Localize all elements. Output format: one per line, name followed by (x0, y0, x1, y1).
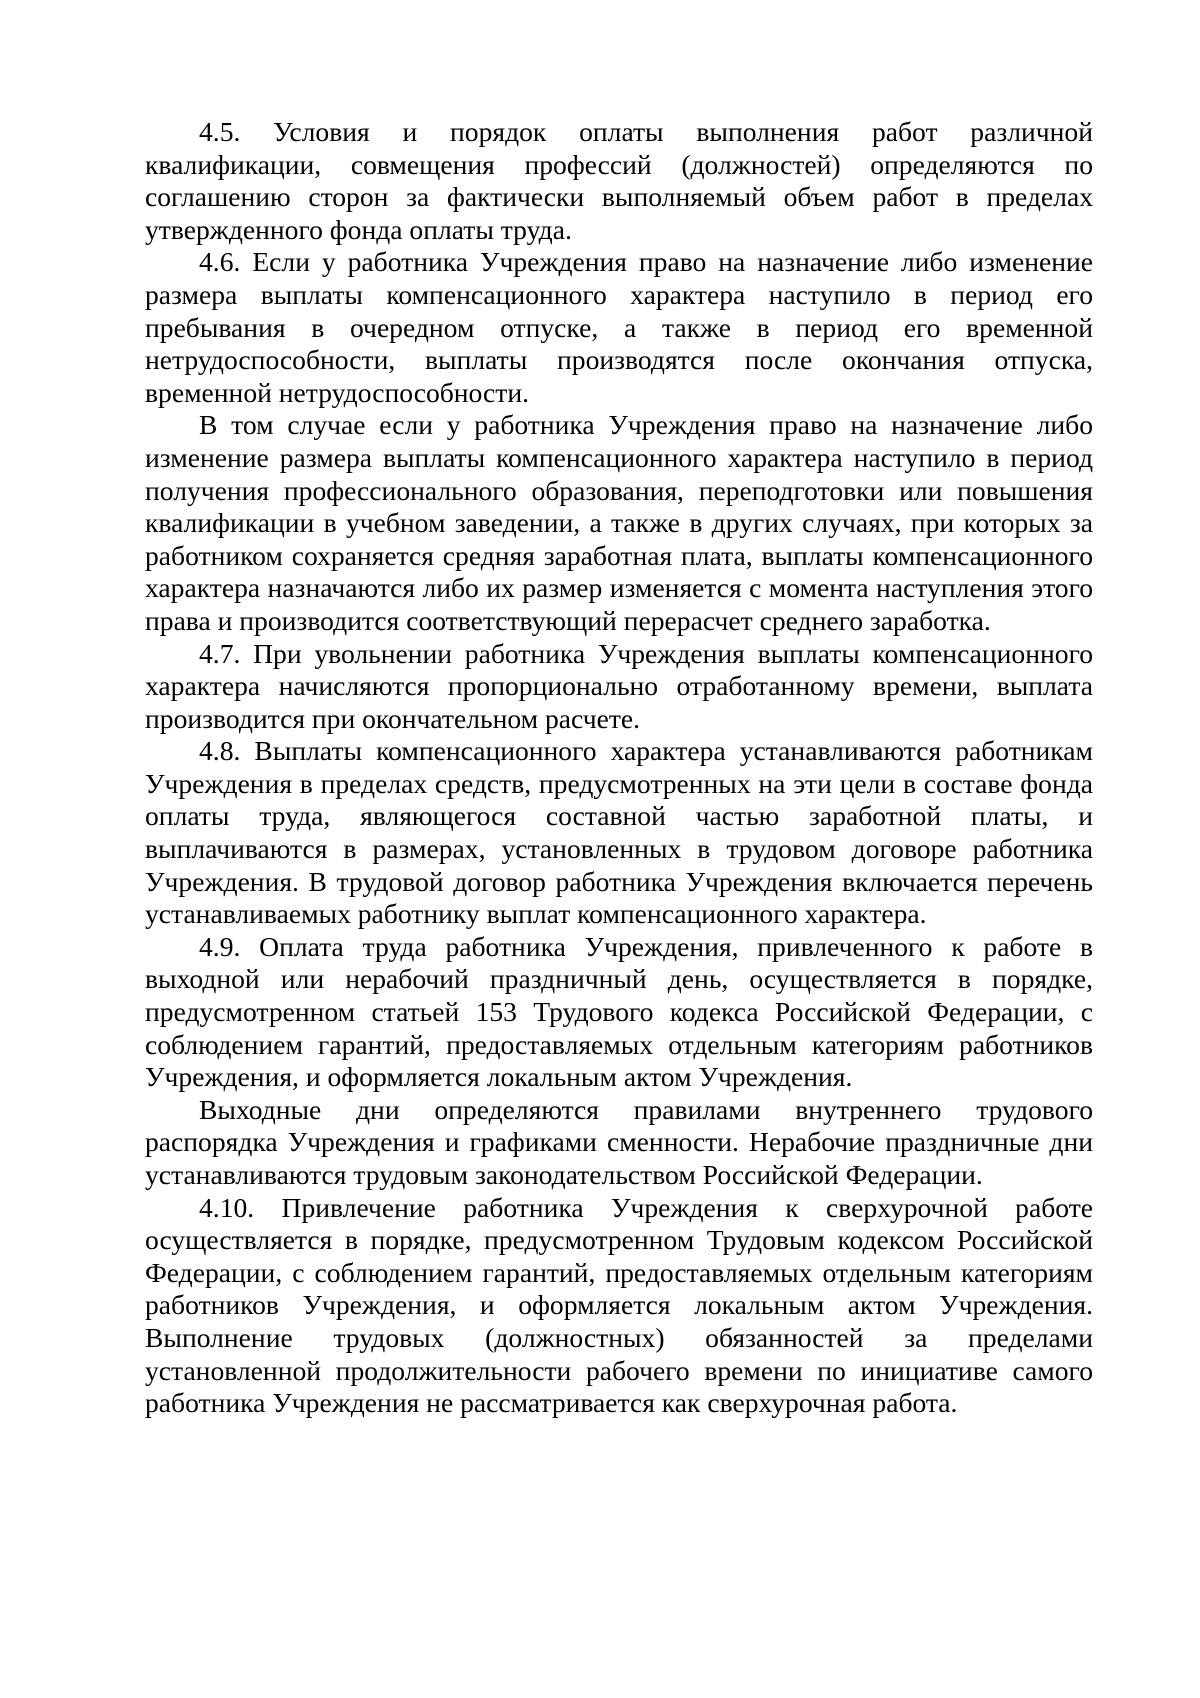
paragraph-4-9: 4.9. Оплата труда работника Учреждения, привлеченного к работе в выходной или нерабочий праздничный день, осуществляется в порядке, предусмотренном статьей 153 Трудового кодекса Российской Федерации, с соблюдением гарантий, предоставляемых отдельным категориям работников Учреждения, и оформляется локальным актом Учреждения. (145, 930, 1093, 1093)
paragraph-4-10: 4.10. Привлечение работника Учреждения к сверхурочной работе осуществляется в порядке, предусмотренном Трудовым кодексом Российской Федерации, с соблюдением гарантий, предоставляемых отдельным категориям работников Учреждения, и оформляется локальным актом Учреждения. Выполнение трудовых (должностных) обязанностей за пределами установленной продолжительности рабочего времени по инициативе самого работника Учреждения не рассматривается как сверхурочная работа. (145, 1191, 1093, 1419)
paragraph-4-7: 4.7. При увольнении работника Учреждения выплаты компенсационного характера начисляются пропорционально отработанному времени, выплата производится при окончательном расчете. (145, 637, 1093, 734)
paragraph-4-6: 4.6. Если у работника Учреждения право на назначение либо изменение размера выплаты компенсационного характера наступило в период его пребывания в очередном отпуске, а также в период его временной нетрудоспособности, выплаты производятся после окончания отпуска, временной нетрудоспособности. (145, 246, 1093, 408)
paragraph-4-6-continued: В том случае если у работника Учреждения право на назначение либо изменение размера выплаты компенсационного характера наступило в период получения профессионального образования, переподготовки или повышения квалификации в учебном заведении, а также в других случаях, при которых за работником сохраняется средняя заработная плата, выплаты компенсационного характера назначаются либо их размер изменяется с момента наступления этого права и производится соответствующий перерасчет среднего заработка. (145, 409, 1093, 636)
document-body (145, 116, 1093, 1420)
paragraph-4-5: 4.5. Условия и порядок оплаты выполнения работ различной квалификации, совмещения профессий (должностей) определяются по соглашению сторон за фактически выполняемый объем работ в пределах утвержденного фонда оплаты труда. (145, 116, 1093, 245)
paragraph-4-9-days-off: Выходные дни определяются правилами внутреннего трудового распорядка Учреждения и графиками сменности. Нерабочие праздничные дни устанавливаются трудовым законодательством Российской Федерации. (145, 1093, 1093, 1190)
paragraph-4-8: 4.8. Выплаты компенсационного характера устанавливаются работникам Учреждения в пределах средств, предусмотренных на эти цели в составе фонда оплаты труда, являющегося составной частью заработной платы, и выплачиваются в размерах, установленных в трудовом договоре работника Учреждения. В трудовой договор работника Учреждения включается перечень устанавливаемых работнику выплат компенсационного характера. (145, 735, 1093, 930)
